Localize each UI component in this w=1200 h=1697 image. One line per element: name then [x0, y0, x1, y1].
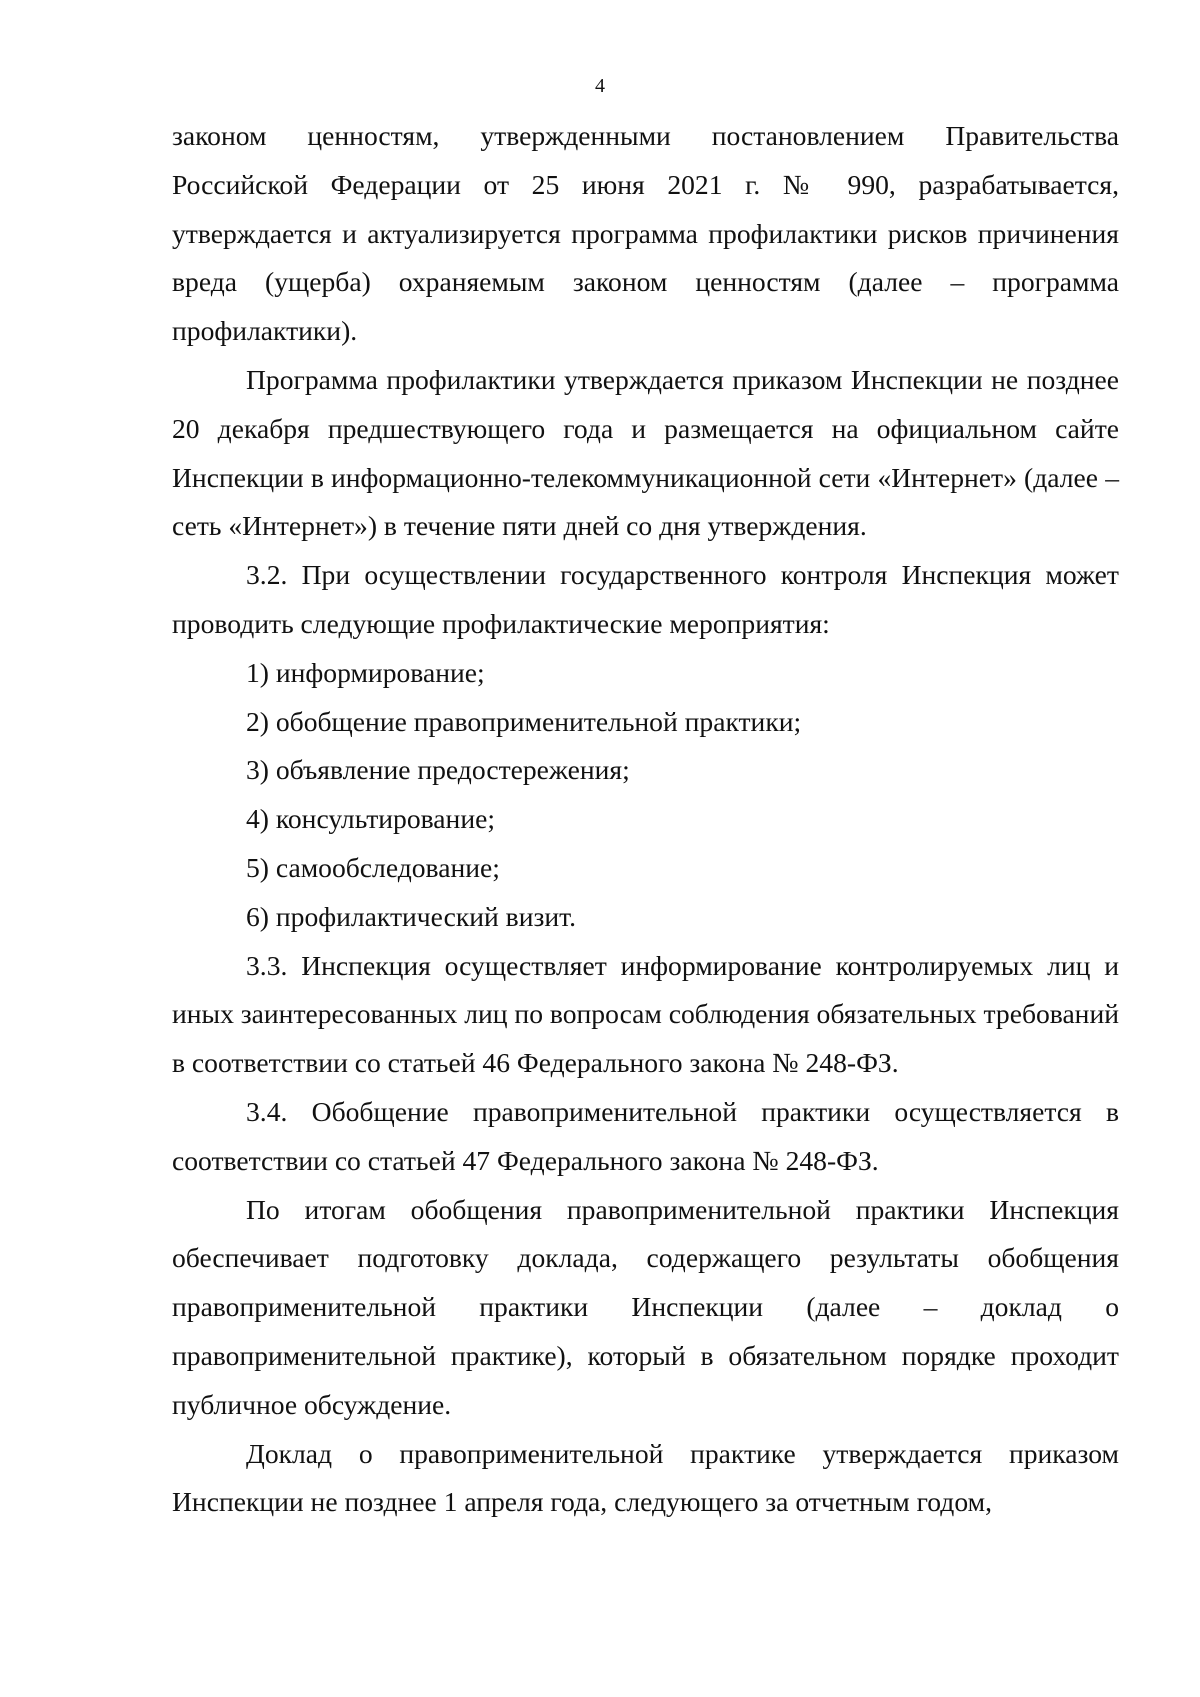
document-body [172, 112, 1119, 1527]
paragraph-program-approval: Программа профилактики утверждается приказом Инспекции не позднее 20 декабря предшествующего года и размещается на официальном сайте Инспекции в информационно-телекоммуникационной сети «Интернет» (далее – сеть «Интернет») в течение пяти дней со дня утверждения. [172, 363, 1119, 542]
list-item-3: 3) объявление предостережения; [246, 754, 630, 786]
list-item-1: 1) информирование; [246, 656, 485, 688]
list-item-6: 6) профилактический визит. [246, 900, 577, 932]
list-item-5: 5) самообследование; [246, 851, 500, 883]
paragraph-report-approval: Доклад о правоприменительной практике утверждается приказом Инспекции не позднее 1 апреля года, следующего за отчетным годом, [172, 1437, 1119, 1518]
paragraph-continuation: законом ценностям, утвержденными постановлением Правительства Российской Федерации от 25 июня 2021 г. № 990, разрабатывается, утверждается и актуализируется программа профилактики рисков причинения вреда (ущерба) охраняемым законом ценностям (далее – программа профилактики). [172, 120, 1119, 347]
list-item-4: 4) консультирование; [246, 803, 496, 835]
paragraph-3-2: 3.2. При осуществлении государственного контроля Инспекция может проводить следующие профилактические мероприятия: [172, 559, 1119, 639]
page-number: 4 [595, 75, 605, 97]
paragraph-report-preparation: По итогам обобщения правоприменительной практики Инспекция обеспечивает подготовку доклада, содержащего результаты обобщения правоприменительной практики Инспекции (далее – доклад о правоприменительной практике), который в обязательном порядке проходит публичное обсуждение. [172, 1193, 1119, 1420]
paragraph-3-3: 3.3. Инспекция осуществляет информирование контролируемых лиц и иных заинтересованных лиц по вопросам соблюдения обязательных требований в соответствии со статьей 46 Федерального закона № 248-ФЗ. [172, 949, 1119, 1079]
list-item-2: 2) обобщение правоприменительной практики; [246, 705, 802, 737]
paragraph-3-4: 3.4. Обобщение правоприменительной практики осуществляется в соответствии со статьей 47 Федерального закона № 248-ФЗ. [172, 1095, 1119, 1176]
